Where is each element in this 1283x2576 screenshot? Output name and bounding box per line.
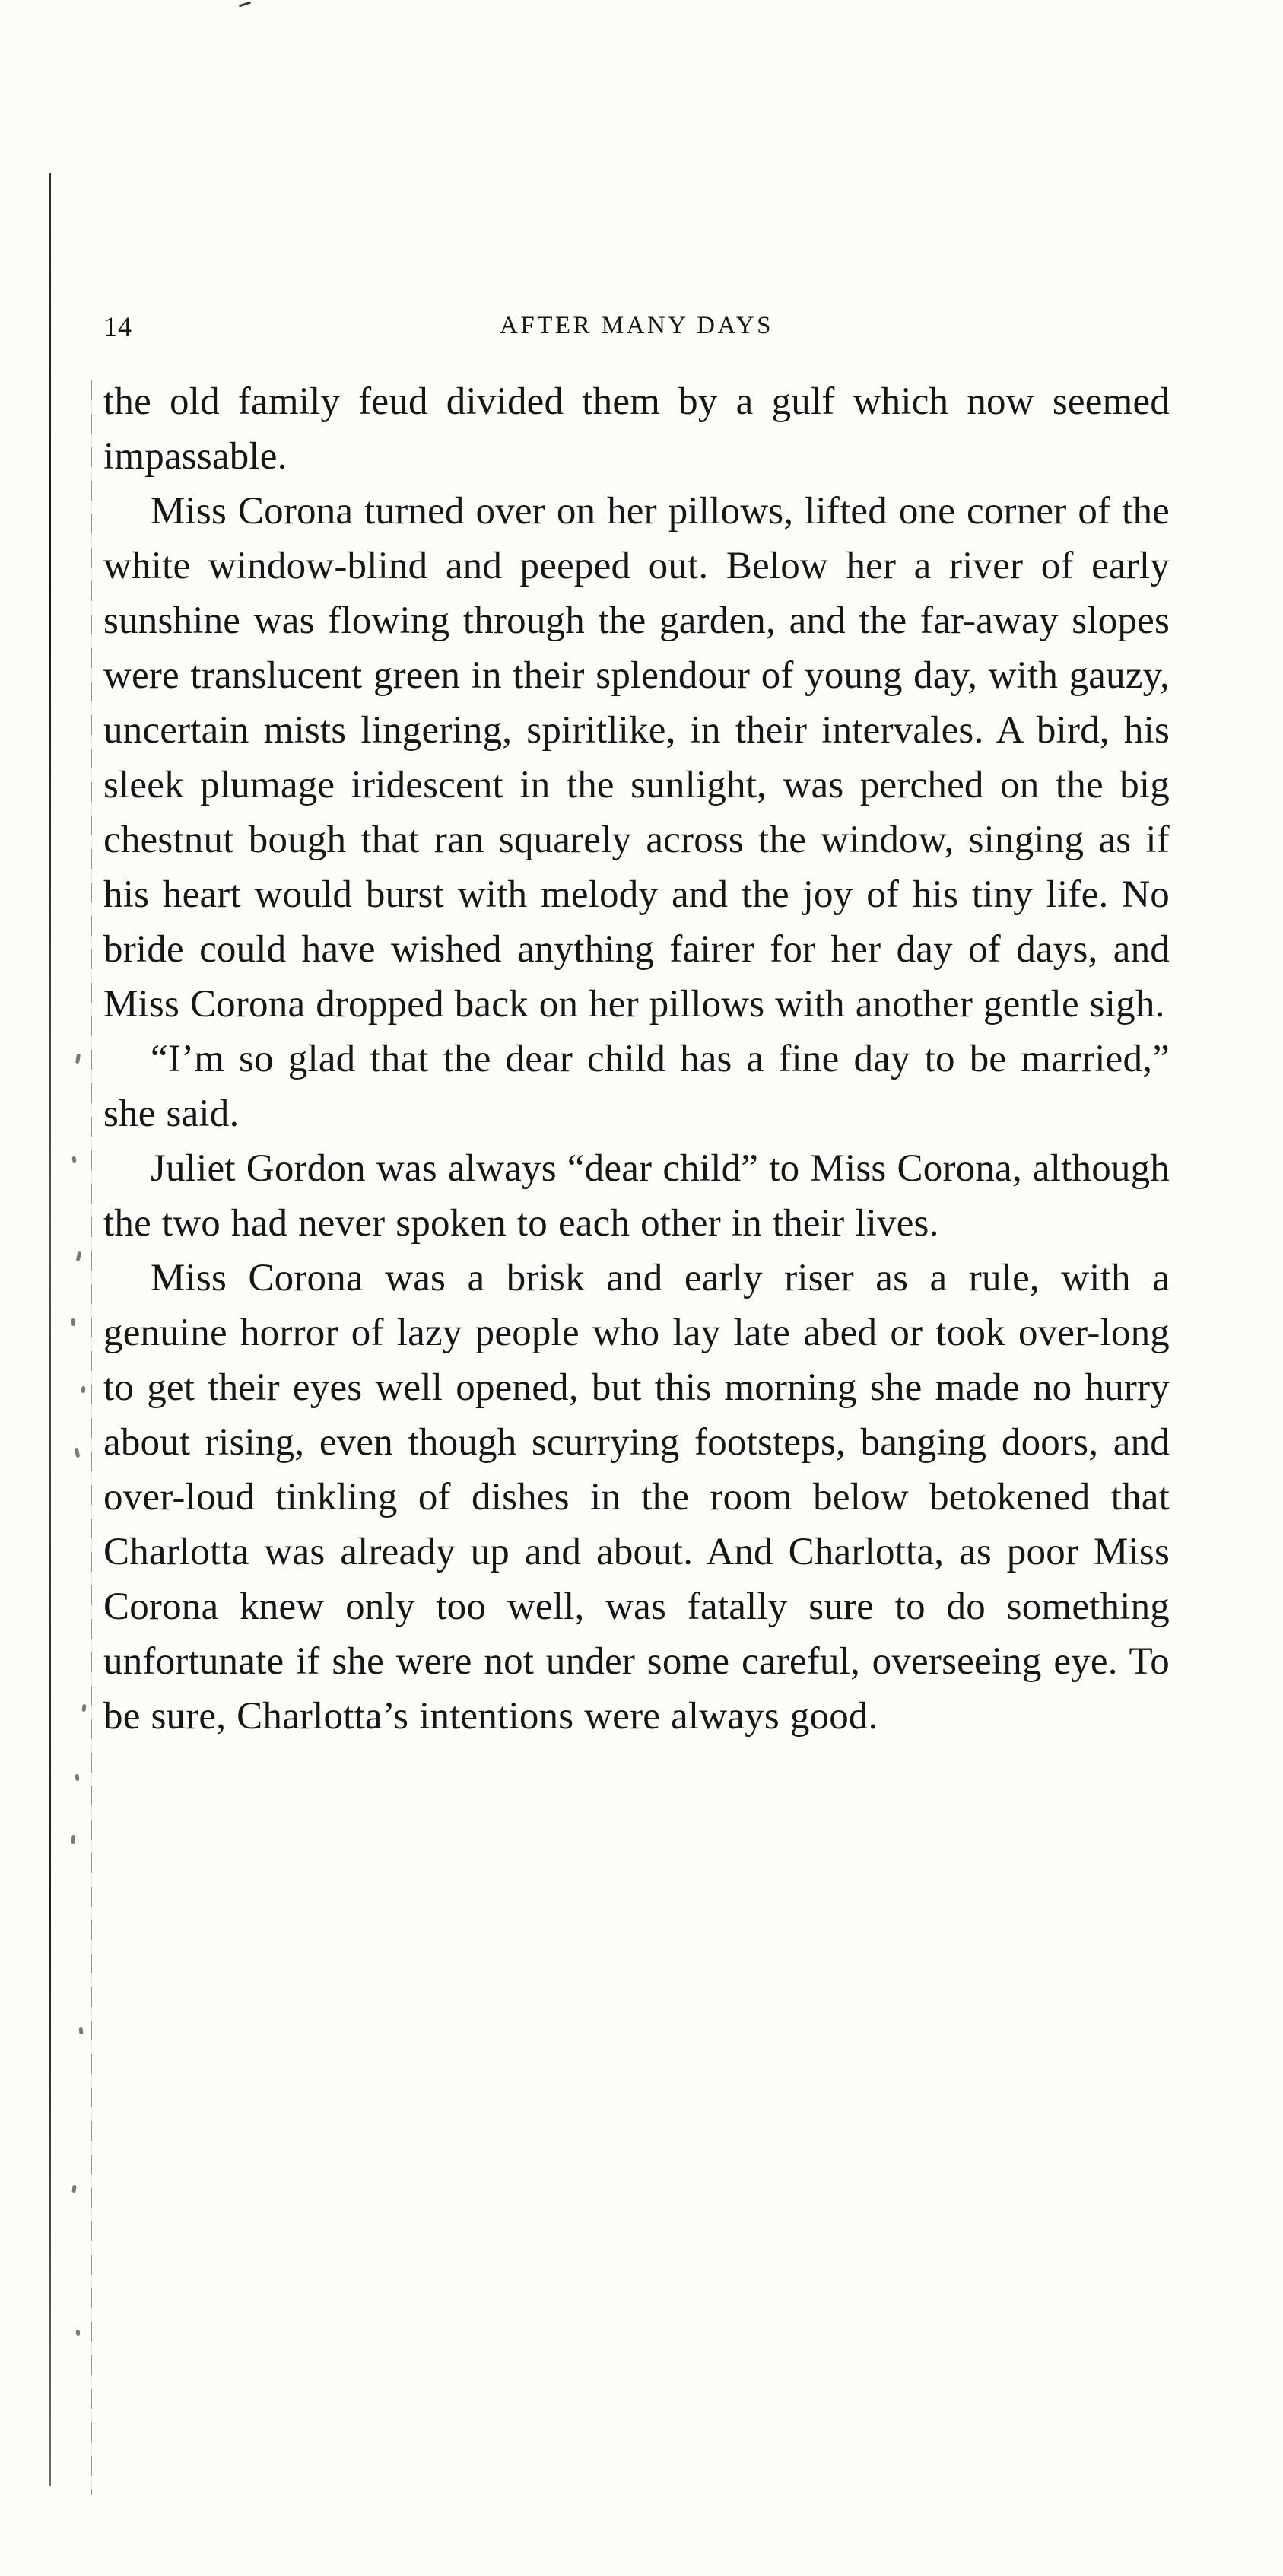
running-title: AFTER MANY DAYS [500, 312, 773, 339]
scan-binding-line [49, 173, 51, 2486]
scan-speck [71, 1156, 76, 1164]
scan-speck [71, 2185, 77, 2193]
scan-speck [78, 2027, 83, 2035]
scan-speck [76, 2330, 81, 2336]
paragraph: Miss Corona was a brisk and early riser as a rule, with a genuine horror of lazy people who lay late abed or took over-long to get their eyes well opened, but this morning she made no hurry about rising, even though scurrying footsteps, banging doors, and over-loud tinkling of dishes in the room below betokened that Charlotta was already up and about. And Charlotta, as poor Miss Corona knew only too well, was fatally sure to do something unfortunate if she were not under some careful, overseeing eye. To be sure, Charlotta’s intentions were always good. [103, 1257, 1170, 1738]
page-header [103, 309, 1170, 347]
scan-speck [81, 1704, 86, 1712]
scan-artifact [239, 2, 251, 8]
page-number: 14 [103, 311, 132, 342]
paragraph: Miss Corona turned over on her pillows, lifted one corner of the white window-blind and peeped out. Below her a river of early sunshine was flowing through the garden, and the far-away slopes were translucent green in their splendour of young day, with gauzy, uncertain mists lingering, spiritlike, in their intervales. A bird, his sleek plumage iridescent in the sunlight, was perched on the big chestnut bough that ran squarely across the window, singing as if his heart would burst with melody and the joy of his tiny life. No bride could have wished anything fairer for her day of days, and Miss Corona dropped back on her pillows with another gentle sigh. [103, 490, 1170, 1026]
scan-speck [81, 1386, 85, 1394]
scan-speck [71, 1318, 76, 1326]
scan-binding-line [91, 380, 92, 2495]
scan-speck [75, 1774, 79, 1782]
scan-speck [71, 1835, 76, 1844]
scan-speck [75, 1054, 81, 1064]
paragraph: “I’m so glad that the dear child has a fine day to be married,” she said. [103, 1038, 1170, 1135]
text-block [103, 374, 1170, 1744]
scan-speck [75, 1448, 81, 1458]
paragraph: the old family feud divided them by a gulf which now seemed impassable. [103, 380, 1170, 478]
scan-speck [76, 1251, 82, 1262]
paragraph: Juliet Gordon was always “dear child” to Miss Corona, although the two had never spoken to each other in their lives. [103, 1147, 1170, 1245]
